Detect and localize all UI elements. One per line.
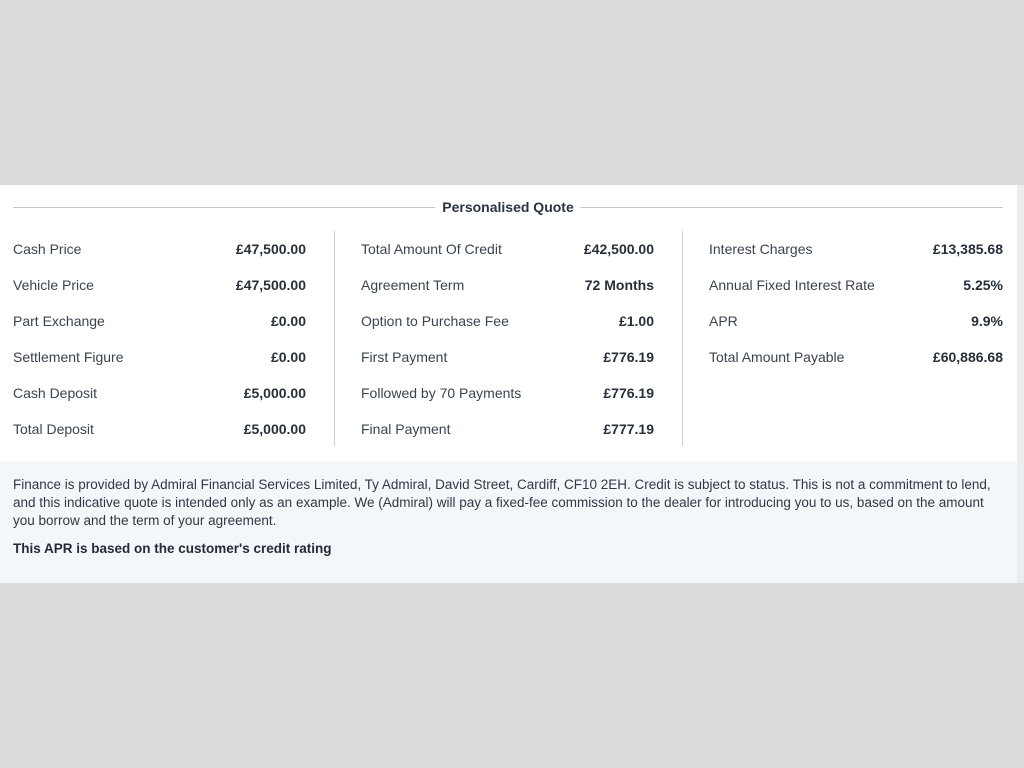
quote-column-credit: [361, 231, 654, 447]
quote-row-option-fee: [361, 303, 654, 339]
quote-row-apr: [709, 303, 1003, 339]
quote-row-part-exchange: [13, 303, 306, 339]
quote-row-interest-charges: [709, 231, 1003, 267]
row-value: 72 Months: [584, 277, 654, 293]
row-label: Interest Charges: [709, 241, 813, 257]
row-label: Cash Deposit: [13, 385, 98, 401]
row-value: 9.9%: [971, 313, 1003, 329]
quote-row-settlement-figure: [13, 339, 306, 375]
row-label: Part Exchange: [13, 313, 105, 329]
row-label: Agreement Term: [361, 277, 465, 293]
row-value: £776.19: [603, 349, 654, 365]
apr-note: This APR is based on the customer's credit rating: [13, 541, 332, 556]
row-label: Annual Fixed Interest Rate: [709, 277, 875, 293]
row-value: £5,000.00: [243, 385, 306, 401]
row-label: Final Payment: [361, 421, 451, 437]
row-label: Total Amount Payable: [709, 349, 845, 365]
row-value: £0.00: [270, 349, 306, 365]
finance-disclaimer-text: Finance is provided by Admiral Financial Services Limited, Ty Admiral, David Street, Cardiff, CF10 2EH. Credit is subject to status. This is not a commitment to lend, and this indicative quote is intended only as an example. We (Admiral) will pay a fixed-fee commission to the dealer for introducing you to us, based on the amount you borrow and the term of your agreement.: [13, 477, 991, 528]
quote-header: [13, 197, 1003, 219]
quote-title: Personalised Quote: [435, 199, 580, 215]
quote-row-total-payable: [709, 339, 1003, 375]
row-label: Followed by 70 Payments: [361, 385, 522, 401]
row-label: Total Deposit: [13, 421, 94, 437]
quote-row-cash-price: [13, 231, 306, 267]
row-value: £777.19: [603, 421, 654, 437]
row-label: Settlement Figure: [13, 349, 124, 365]
row-value: £0.00: [270, 313, 306, 329]
quote-row-total-credit: [361, 231, 654, 267]
column-divider: [682, 231, 683, 446]
row-value: £47,500.00: [235, 241, 306, 257]
quote-column-pricing: [13, 231, 306, 447]
quote-column-interest: [709, 231, 1003, 375]
row-value: £5,000.00: [243, 421, 306, 437]
row-label: First Payment: [361, 349, 448, 365]
quote-row-agreement-term: [361, 267, 654, 303]
quote-row-monthly-payments: [361, 375, 654, 411]
panel-scroll-edge: [1017, 185, 1024, 583]
row-value: £13,385.68: [932, 241, 1003, 257]
row-value: 5.25%: [963, 277, 1003, 293]
quote-row-vehicle-price: [13, 267, 306, 303]
row-label: Total Amount Of Credit: [361, 241, 502, 257]
row-value: £776.19: [603, 385, 654, 401]
row-value: £1.00: [618, 313, 654, 329]
row-label: APR: [709, 313, 738, 329]
column-divider: [334, 231, 335, 446]
quote-row-final-payment: [361, 411, 654, 447]
row-value: £42,500.00: [583, 241, 654, 257]
quote-row-cash-deposit: [13, 375, 306, 411]
quote-row-total-deposit: [13, 411, 306, 447]
row-label: Vehicle Price: [13, 277, 94, 293]
row-value: £47,500.00: [235, 277, 306, 293]
row-label: Option to Purchase Fee: [361, 313, 509, 329]
row-value: £60,886.68: [932, 349, 1003, 365]
quote-row-first-payment: [361, 339, 654, 375]
quote-row-fixed-rate: [709, 267, 1003, 303]
row-label: Cash Price: [13, 241, 82, 257]
